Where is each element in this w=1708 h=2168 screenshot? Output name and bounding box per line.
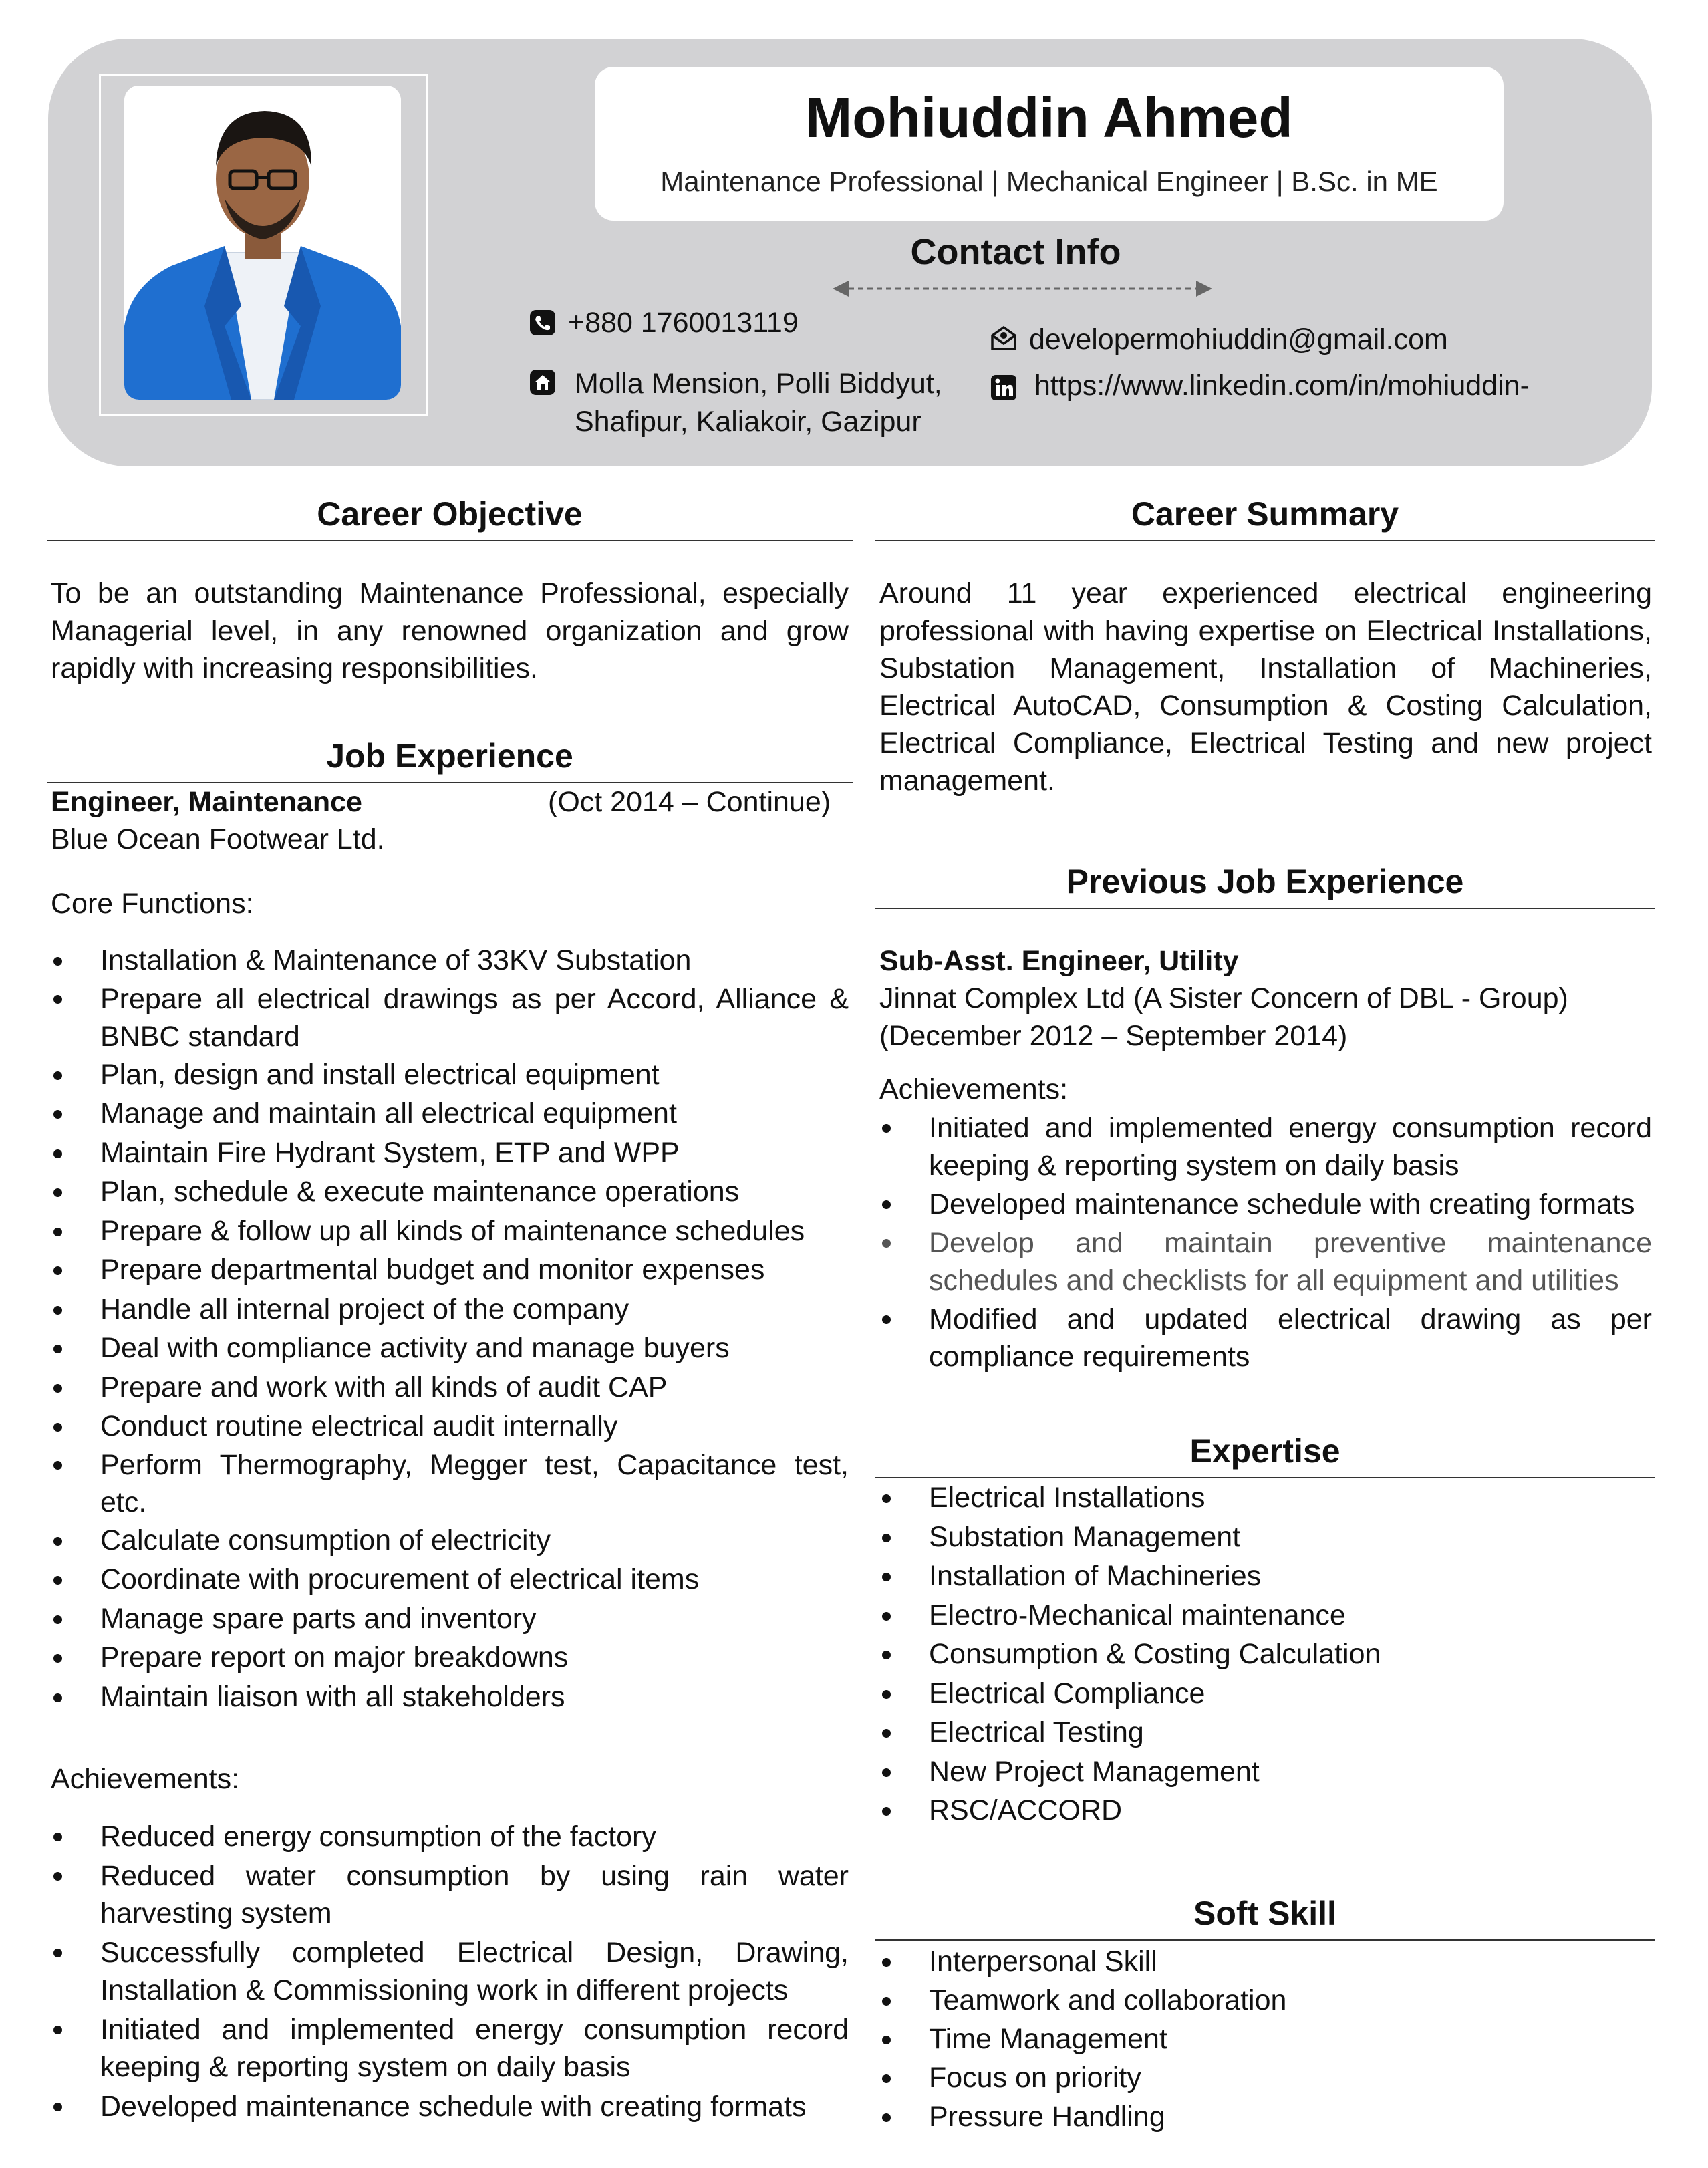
previous-job-period: (December 2012 – September 2014) (879, 1020, 1348, 1052)
career-summary-title: Career Summary (1131, 495, 1399, 533)
job-position: Engineer, Maintenance (51, 786, 362, 818)
list-item: Plan, design and install electrical equipment (51, 1055, 849, 1095)
previous-job-company: Jinnat Complex Ltd (A Sister Concern of DBL - Group) (879, 982, 1568, 1014)
list-item: Developed maintenance schedule with creating formats (51, 2088, 849, 2125)
career-summary-rule (875, 540, 1655, 541)
list-item: Coordinate with procurement of electrical items (51, 1560, 849, 1599)
list-item: Manage spare parts and inventory (51, 1599, 849, 1639)
job-experience-title: Job Experience (326, 737, 573, 775)
list-item: Initiated and implemented energy consumption record keeping & reporting system on daily basis (879, 1109, 1652, 1184)
contact-info-title: Contact Info (910, 232, 1121, 272)
list-item: Prepare & follow up all kinds of maintenance schedules (51, 1212, 849, 1251)
contact-divider-arrow (829, 275, 1216, 302)
list-item: Reduced energy consumption of the factory (51, 1818, 849, 1855)
job-company: Blue Ocean Footwear Ltd. (51, 823, 385, 855)
list-item: Calculate consumption of electricity (51, 1521, 849, 1561)
list-item: Maintain liaison with all stakeholders (51, 1677, 849, 1717)
address-line-1: Molla Mension, Polli Biddyut, (575, 368, 942, 400)
previous-job-rule (875, 908, 1655, 909)
core-functions-list (51, 941, 849, 1716)
previous-achievements-list (879, 1109, 1652, 1375)
soft-skill-title: Soft Skill (1193, 1895, 1336, 1932)
phone-number[interactable]: +880 1760013119 (568, 307, 799, 339)
name-card (595, 67, 1504, 221)
list-item: Deal with compliance activity and manage buyers (51, 1329, 849, 1368)
list-item: Perform Thermography, Megger test, Capacitance test, etc. (51, 1446, 849, 1521)
list-item: Modified and updated electrical drawing as per compliance requirements (879, 1301, 1652, 1375)
list-item: RSC/ACCORD (879, 1791, 1652, 1831)
list-item: Prepare all electrical drawings as per Accord, Alliance & BNBC standard (51, 980, 849, 1055)
list-item: Plan, schedule & execute maintenance operations (51, 1172, 849, 1212)
list-item: Time Management (879, 2020, 1652, 2058)
candidate-name: Mohiuddin Ahmed (805, 86, 1293, 149)
list-item: Prepare departmental budget and monitor expenses (51, 1250, 849, 1290)
core-functions-label: Core Functions: (51, 888, 254, 920)
list-item: Develop and maintain preventive maintenance schedules and checklists for all equipment and utilities (879, 1224, 1652, 1299)
career-summary-text: Around 11 year experienced electrical engineering professional with having expertise on Electrical Installations, Substation Management, Installation of Machineries, Electrical AutoCAD, Consumption & Costing Calculation, Electrical Compliance, Electrical Testing and new project management. (879, 577, 1652, 797)
list-item: Successfully completed Electrical Design, Drawing, Installation & Commissioning work in different projects (51, 1934, 849, 2009)
list-item: Installation & Maintenance of 33KV Substation (51, 941, 849, 980)
career-objective-rule (47, 540, 853, 541)
previous-achievements-label: Achievements: (879, 1073, 1069, 1105)
list-item: Teamwork and collaboration (879, 1981, 1652, 2020)
job-period: (Oct 2014 – Continue) (548, 786, 831, 818)
list-item: Electrical Installations (879, 1478, 1652, 1518)
phone-icon (529, 309, 556, 336)
address-line-2: Shafipur, Kaliakoir, Gazipur (575, 406, 921, 438)
list-item: Substation Management (879, 1518, 1652, 1557)
list-item: Developed maintenance schedule with creating formats (879, 1186, 1652, 1223)
list-item: Electrical Testing (879, 1713, 1652, 1752)
email-icon (990, 325, 1017, 352)
list-item: Focus on priority (879, 2058, 1652, 2097)
list-item: Manage and maintain all electrical equipment (51, 1094, 849, 1133)
list-item: New Project Management (879, 1752, 1652, 1792)
list-item: Handle all internal project of the company (51, 1290, 849, 1329)
linkedin-url[interactable]: https://www.linkedin.com/in/mohiuddin- (1034, 370, 1530, 402)
candidate-tagline: Maintenance Professional | Mechanical Engineer | B.Sc. in ME (660, 166, 1438, 197)
achievements-label: Achievements: (51, 1763, 240, 1795)
list-item: Installation of Machineries (879, 1556, 1652, 1596)
home-icon (529, 369, 556, 396)
expertise-title: Expertise (1189, 1432, 1340, 1470)
list-item: Electro-Mechanical maintenance (879, 1596, 1652, 1635)
expertise-list (879, 1478, 1652, 1831)
soft-skill-rule (875, 1939, 1655, 1941)
list-item: Conduct routine electrical audit internally (51, 1407, 849, 1446)
email-address[interactable]: developermohiuddin@gmail.com (1029, 323, 1448, 356)
career-objective-title: Career Objective (317, 495, 583, 533)
list-item: Initiated and implemented energy consumption record keeping & reporting system on daily basis (51, 2011, 849, 2086)
previous-job-position: Sub-Asst. Engineer, Utility (879, 945, 1239, 977)
list-item: Reduced water consumption by using rain water harvesting system (51, 1857, 849, 1932)
linkedin-icon (990, 374, 1017, 401)
career-objective-text: To be an outstanding Maintenance Professional, especially Managerial level, in any renowned organization and grow rapidly with increasing responsibilities. (51, 577, 849, 684)
list-item: Pressure Handling (879, 2097, 1652, 2136)
list-item: Prepare report on major breakdowns (51, 1638, 849, 1677)
job-achievements-list (51, 1818, 849, 2125)
list-item: Maintain Fire Hydrant System, ETP and WPP (51, 1133, 849, 1173)
list-item: Electrical Compliance (879, 1674, 1652, 1714)
list-item: Prepare and work with all kinds of audit CAP (51, 1368, 849, 1407)
list-item: Interpersonal Skill (879, 1942, 1652, 1981)
list-item: Consumption & Costing Calculation (879, 1635, 1652, 1674)
previous-job-title: Previous Job Experience (1066, 863, 1464, 900)
profile-photo (124, 86, 401, 400)
soft-skill-list (879, 1942, 1652, 2136)
